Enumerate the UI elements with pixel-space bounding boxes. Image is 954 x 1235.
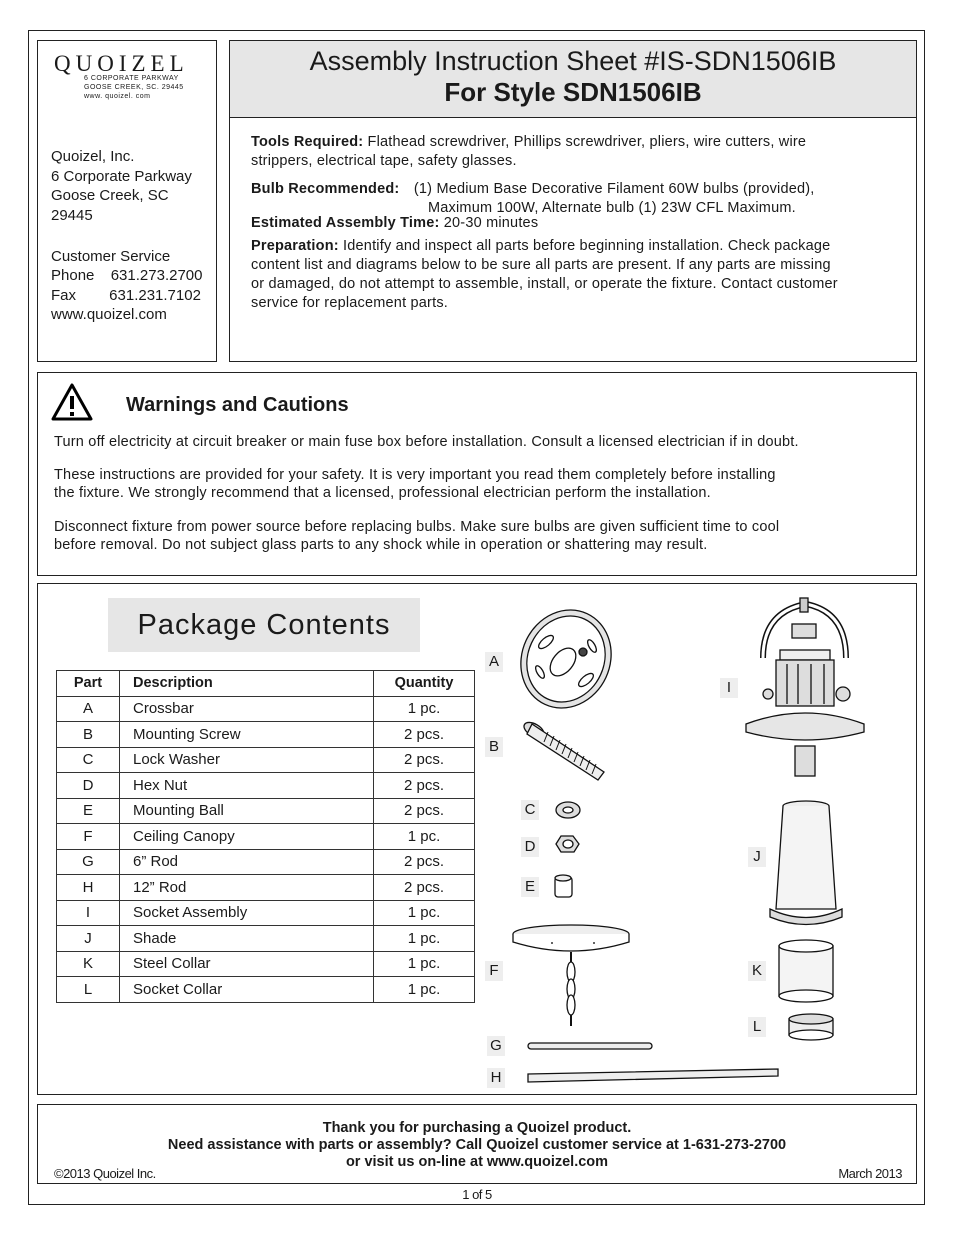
quoizel-logo: QUOIZEL bbox=[54, 51, 189, 76]
part-description-cell: 12” Rod bbox=[120, 875, 374, 901]
bulb-label: Bulb Recommended: bbox=[251, 181, 400, 197]
fax-row bbox=[51, 286, 201, 306]
part-quantity-cell: 1 pc. bbox=[374, 977, 475, 1003]
prep-text-3: or damaged, do not attempt to assemble, install, or operate the fixture. Contact customer bbox=[251, 276, 838, 292]
mounting-ball-drawing bbox=[555, 875, 572, 897]
part-label-g: G bbox=[487, 1036, 505, 1056]
time-text: 20-30 minutes bbox=[443, 215, 539, 231]
bulb-text: (1) Medium Base Decorative Filament 60W bulbs (provided), bbox=[413, 181, 815, 197]
part-description-cell: Mounting Ball bbox=[120, 798, 374, 824]
part-label-d: D bbox=[521, 837, 539, 857]
part-description-cell: 6” Rod bbox=[120, 849, 374, 875]
lock-washer-drawing bbox=[556, 802, 580, 818]
sheet-title: Assembly Instruction Sheet #IS-SDN1506IB bbox=[309, 46, 837, 76]
shade-drawing bbox=[770, 801, 842, 925]
package-contents-title: Package Contents bbox=[108, 598, 420, 652]
footer-box bbox=[37, 1104, 917, 1184]
part-letter-cell: B bbox=[57, 722, 120, 748]
part-label-l: L bbox=[748, 1017, 766, 1037]
part-description-cell: Shade bbox=[120, 926, 374, 952]
part-quantity-cell: 1 pc. bbox=[374, 824, 475, 850]
part-letter-cell: F bbox=[57, 824, 120, 850]
ceiling-canopy-drawing bbox=[513, 925, 629, 1026]
company-street: 6 Corporate Parkway bbox=[51, 168, 192, 185]
logo-web: www. quoizel. com bbox=[84, 93, 151, 100]
bulb-recommended bbox=[251, 180, 815, 218]
part-label-a: A bbox=[485, 652, 503, 672]
part-letter-cell: J bbox=[57, 926, 120, 952]
tools-text: Flathead screwdriver, Phillips screwdriver, pliers, wire cutters, wire bbox=[367, 134, 807, 150]
part-quantity-cell: 2 pcs. bbox=[374, 747, 475, 773]
logo-address-line: 6 CORPORATE PARKWAY bbox=[84, 75, 179, 82]
thank-you-line: Thank you for purchasing a Quoizel product. bbox=[322, 1120, 632, 1136]
part-letter-cell: C bbox=[57, 747, 120, 773]
warning-line: These instructions are provided for your safety. It is very important you read them completely before installing bbox=[54, 467, 776, 483]
prep-label: Preparation: bbox=[251, 238, 339, 254]
part-label-h: H bbox=[487, 1068, 505, 1088]
part-description-cell: Steel Collar bbox=[120, 951, 374, 977]
column-header-description: Description bbox=[120, 671, 374, 697]
part-quantity-cell: 1 pc. bbox=[374, 900, 475, 926]
part-letter-cell: H bbox=[57, 875, 120, 901]
part-quantity-cell: 1 pc. bbox=[374, 696, 475, 722]
time-label: Estimated Assembly Time: bbox=[251, 215, 440, 231]
column-header-part: Part bbox=[57, 671, 120, 697]
socket-collar-drawing bbox=[789, 1014, 833, 1040]
phone-number: 631.273.2700 bbox=[110, 267, 203, 284]
page-number: 1 of 5 bbox=[462, 1187, 492, 1202]
title-band bbox=[230, 41, 916, 118]
publication-date: March 2013 bbox=[838, 1166, 902, 1181]
company-name: Quoizel, Inc. bbox=[51, 148, 135, 165]
column-header-quantity: Quantity bbox=[374, 671, 475, 697]
part-label-f: F bbox=[485, 961, 503, 981]
part-quantity-cell: 2 pcs. bbox=[374, 849, 475, 875]
part-quantity-cell: 2 pcs. bbox=[374, 773, 475, 799]
part-label-j: J bbox=[748, 847, 766, 867]
warning-line: Disconnect fixture from power source before replacing bulbs. Make sure bulbs are given sufficient time to cool bbox=[54, 519, 780, 535]
part-description-cell: Socket Collar bbox=[120, 977, 374, 1003]
part-quantity-cell: 2 pcs. bbox=[374, 875, 475, 901]
prep-text: Identify and inspect all parts before beginning installation. Check package bbox=[343, 238, 831, 254]
part-label-b: B bbox=[485, 737, 503, 757]
prep-text-4: service for replacement parts. bbox=[251, 295, 448, 311]
warning-line: the fixture. We strongly recommend that a licensed, professional electrician perform the installation. bbox=[54, 485, 711, 501]
warning-paragraph bbox=[54, 518, 914, 554]
part-description-cell: Lock Washer bbox=[120, 747, 374, 773]
warnings-heading: Warnings and Cautions bbox=[126, 394, 349, 416]
steel-collar-drawing bbox=[779, 940, 833, 1002]
part-label-k: K bbox=[748, 961, 766, 981]
phone-row bbox=[51, 266, 202, 286]
company-info-box bbox=[37, 40, 217, 362]
socket-assembly-drawing bbox=[746, 598, 864, 776]
style-subtitle: For Style SDN1506IB bbox=[444, 77, 702, 107]
hex-nut-drawing bbox=[556, 836, 579, 852]
part-description-cell: Ceiling Canopy bbox=[120, 824, 374, 850]
part-label-i: I bbox=[720, 678, 738, 698]
bulb-text-2: Maximum 100W, Alternate bulb (1) 23W CFL Maximum. bbox=[428, 200, 796, 216]
part-description-cell: Hex Nut bbox=[120, 773, 374, 799]
part-description-cell: Crossbar bbox=[120, 696, 374, 722]
prep-text-2: content list and diagrams below to be sure all parts are present. If any parts are missing bbox=[251, 257, 831, 273]
part-letter-cell: A bbox=[57, 696, 120, 722]
part-quantity-cell: 2 pcs. bbox=[374, 798, 475, 824]
mounting-screw-drawing bbox=[521, 719, 604, 780]
crossbar-plate-drawing bbox=[505, 595, 627, 723]
part-label-c: C bbox=[521, 800, 539, 820]
part-letter-cell: L bbox=[57, 977, 120, 1003]
part-description-cell: Mounting Screw bbox=[120, 722, 374, 748]
parts-illustration bbox=[38, 584, 916, 1094]
warning-triangle-icon bbox=[51, 383, 93, 421]
logo-address-line: GOOSE CREEK, SC. 29445 bbox=[84, 84, 184, 91]
assistance-line: Need assistance with parts or assembly? Call Quoizel customer service at 1-631-273-2700 bbox=[167, 1137, 787, 1153]
company-city: Goose Creek, SC bbox=[51, 187, 169, 204]
warning-paragraph: Turn off electricity at circuit breaker or main fuse box before installation. Consult a licensed electrician if in doubt. bbox=[54, 434, 799, 450]
tools-required bbox=[251, 133, 806, 171]
fax-label: Fax bbox=[51, 287, 77, 304]
tools-text-2: strippers, electrical tape, safety glasses. bbox=[251, 153, 517, 169]
warning-paragraph bbox=[54, 466, 914, 502]
company-website[interactable]: www.quoizel.com bbox=[51, 306, 167, 323]
company-zip: 29445 bbox=[51, 207, 93, 224]
website-line: or visit us on-line at www.quoizel.com bbox=[345, 1154, 609, 1170]
part-quantity-cell: 1 pc. bbox=[374, 926, 475, 952]
service-label: Customer Service bbox=[51, 248, 171, 265]
part-letter-cell: G bbox=[57, 849, 120, 875]
tools-label: Tools Required: bbox=[251, 134, 364, 150]
warnings-box bbox=[37, 372, 917, 576]
copyright: ©2013 Quoizel Inc. bbox=[54, 1166, 156, 1181]
warning-line: before removal. Do not subject glass parts to any shock while in operation or shattering may result. bbox=[54, 537, 708, 553]
part-letter-cell: D bbox=[57, 773, 120, 799]
title-box bbox=[229, 40, 917, 362]
fax-number: 631.231.7102 bbox=[109, 287, 201, 304]
part-description-cell: Socket Assembly bbox=[120, 900, 374, 926]
preparation bbox=[251, 237, 838, 313]
package-contents-box bbox=[37, 583, 917, 1095]
part-letter-cell: E bbox=[57, 798, 120, 824]
twelve-inch-rod-drawing bbox=[528, 1069, 778, 1082]
part-label-e: E bbox=[521, 877, 539, 897]
part-letter-cell: I bbox=[57, 900, 120, 926]
six-inch-rod-drawing bbox=[528, 1043, 652, 1049]
part-quantity-cell: 2 pcs. bbox=[374, 722, 475, 748]
phone-label: Phone bbox=[51, 267, 95, 284]
part-quantity-cell: 1 pc. bbox=[374, 951, 475, 977]
part-letter-cell: K bbox=[57, 951, 120, 977]
assembly-time bbox=[251, 214, 538, 233]
